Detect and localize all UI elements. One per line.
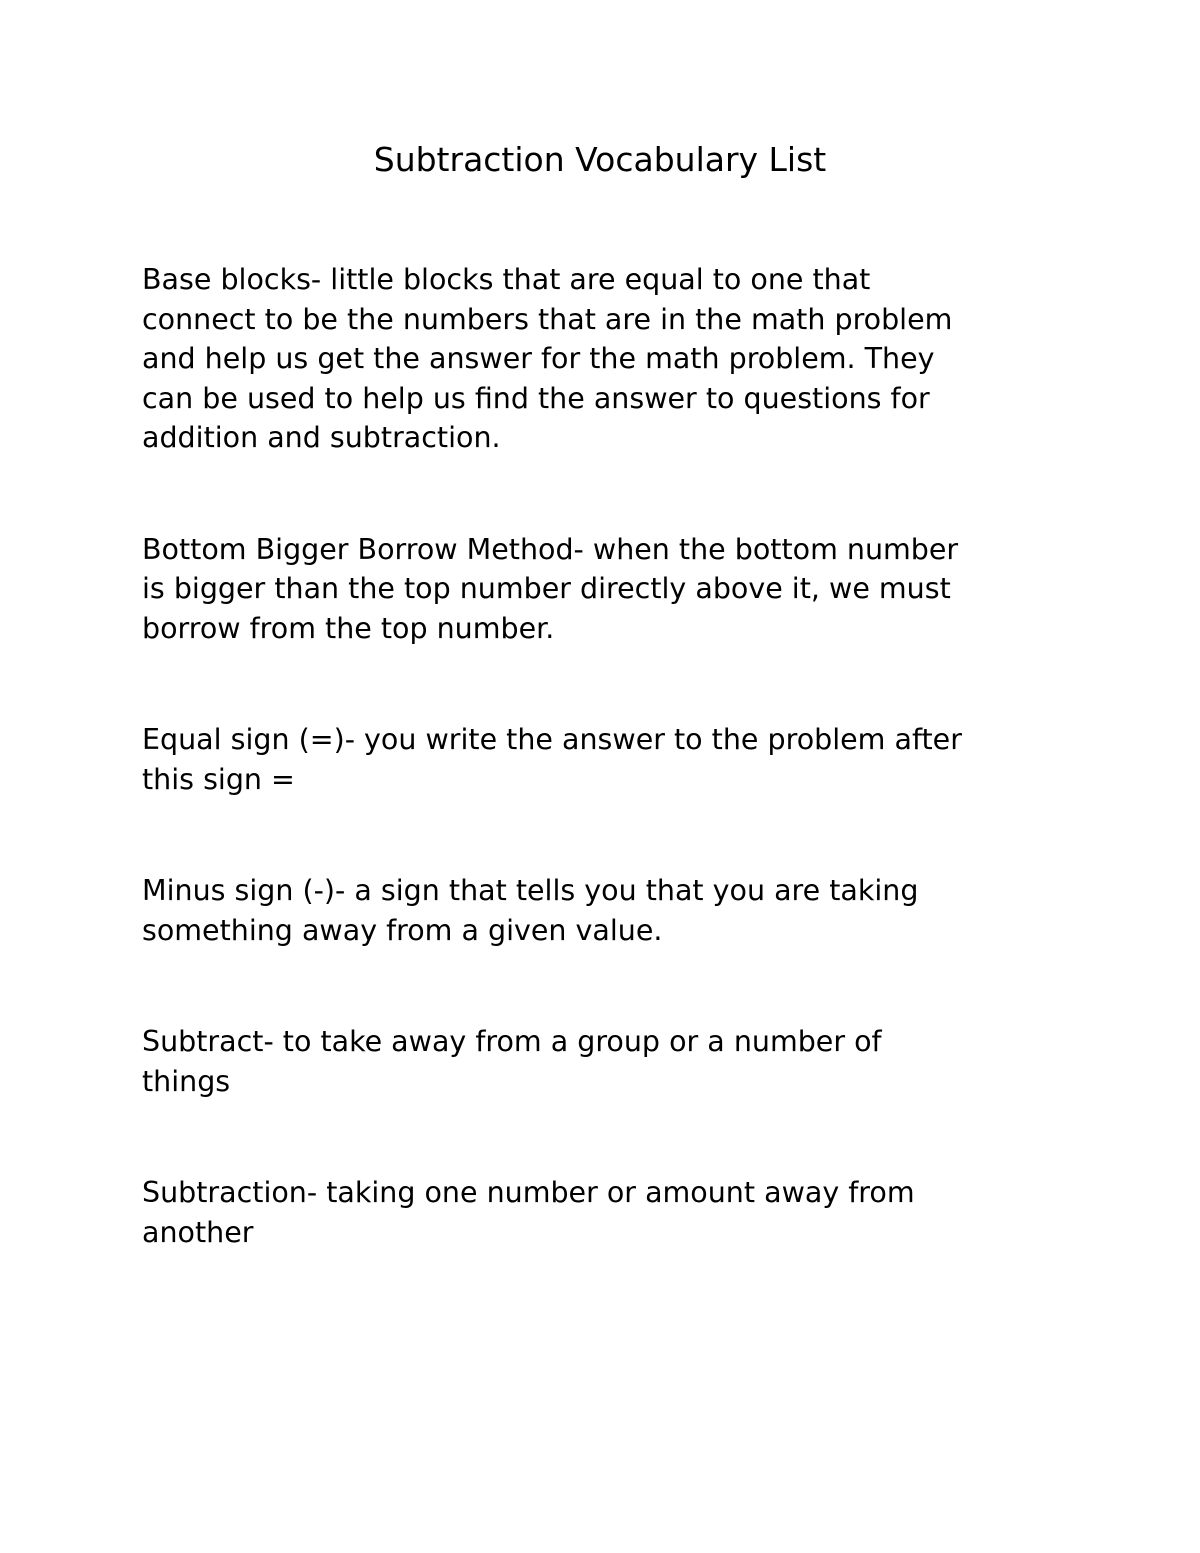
- vocabulary-list: [142, 260, 1062, 1252]
- vocab-entry-minus-sign: Minus sign (-)- a sign that tells you that you are taking something away from a given value.: [142, 874, 919, 947]
- vocab-entry-equal-sign: Equal sign (=)- you write the answer to the problem after this sign =: [142, 723, 962, 796]
- page-title: Subtraction Vocabulary List: [373, 140, 827, 179]
- vocab-entry-bottom-bigger-borrow: Bottom Bigger Borrow Method- when the bottom number is bigger than the top number directly above it, we must borrow from the top number.: [142, 532, 959, 645]
- vocab-entry-base-blocks: Base blocks- little blocks that are equal to one that connect to be the numbers that are in the math problem and help us get the answer for the math problem. They can be used to help us find the answer to questions for addition and subtraction.: [142, 263, 953, 454]
- vocab-entry-subtraction: Subtraction- taking one number or amount away from another: [142, 1176, 915, 1249]
- vocab-entry-subtract: Subtract- to take away from a group or a number of things: [142, 1025, 882, 1098]
